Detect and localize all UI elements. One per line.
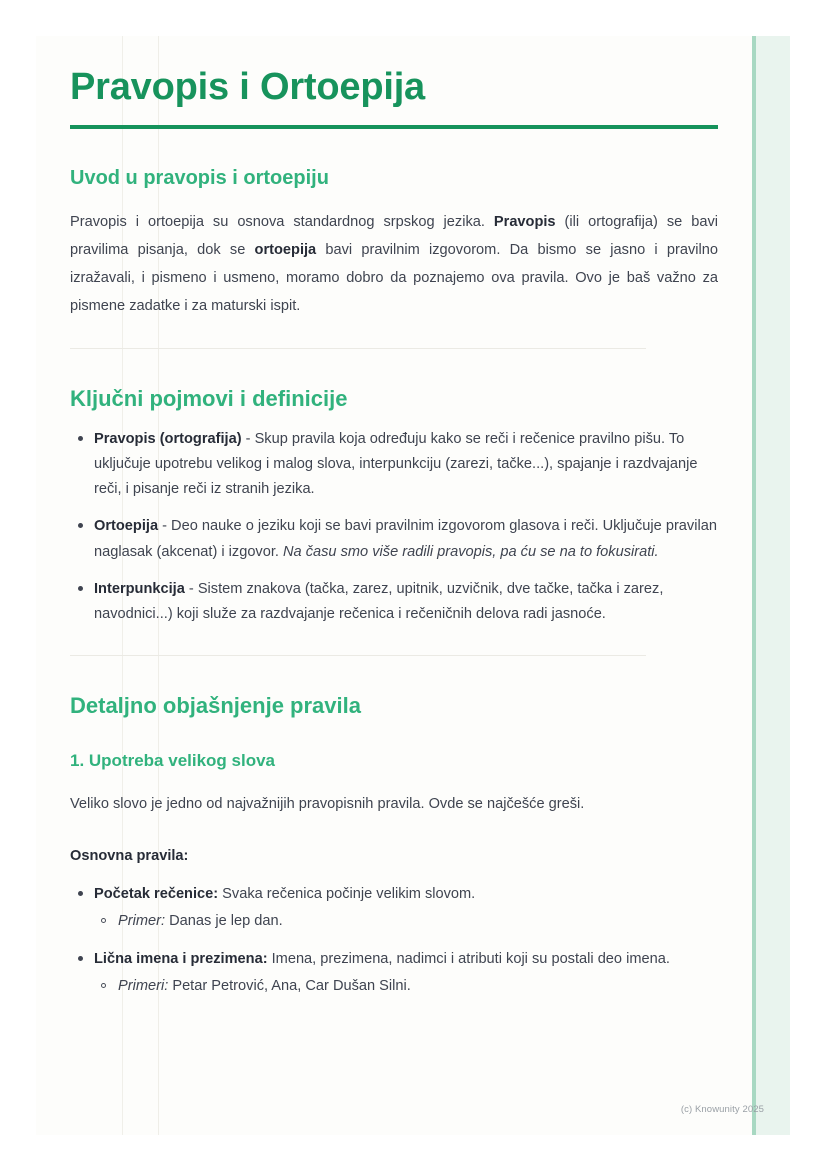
key-terms-list [70, 427, 718, 627]
example-label: Primer: [118, 913, 166, 930]
intro-bold-pravopis: Pravopis [493, 213, 556, 230]
bullet-circle-icon [101, 983, 106, 988]
bullet-dot-icon [78, 956, 83, 961]
term-name: Interpunkcija [94, 580, 185, 597]
intro-text-part-1: Pravopis i ortoepija su osnova standardnog srpskog jezika. [70, 213, 494, 230]
bullet-dot-icon [78, 891, 83, 896]
intro-text-part-2: (ili ortografija) se bavi pravilima pisanja, dok se [70, 213, 718, 258]
rule-text: Svaka rečenica počinje velikim slovom. [218, 886, 476, 903]
section-divider-1 [70, 348, 646, 349]
title-underline-rule [70, 125, 718, 129]
intro-text-part-3: bavi pravilnim izgovorom. Da bismo se jasno i pravilno izražavali, i pismeno i usmeno, moramo dobro da poznajemo ova pravila. Ovo je baš važno za pismene zadatke i za maturski ispit. [70, 241, 718, 314]
document-page [36, 36, 790, 1135]
example-label: Primeri: [118, 977, 169, 994]
list-item [70, 882, 718, 934]
list-item [94, 974, 718, 999]
example-text: Petar Petrović, Ana, Car Dušan Silni. [168, 977, 411, 994]
list-item [94, 909, 718, 934]
bullet-dot-icon [78, 436, 83, 441]
rule-term: Početak rečenice: [94, 886, 219, 903]
basic-rules-list [70, 882, 718, 998]
intro-bold-ortoepija: ortoepija [254, 241, 317, 258]
basic-rules-label: Osnovna pravila: [70, 847, 189, 864]
term-separator: - [184, 580, 198, 597]
term-definition: Skup pravila koja određuju kako se reči i rečenice pravilno pišu. To uključuje upotrebu velikog i malog slova, interpunkciju (zarezi, tačke...), spajanje i razdvajanje reči, i pisanje reči iz stranih jezika. [94, 431, 698, 498]
term-name: Ortoepija [94, 518, 159, 535]
footer-credit: (c) Knowunity 2025 [680, 1104, 764, 1115]
term-name: Pravopis (ortografija) [94, 431, 242, 448]
section-heading-uvod: Uvod u pravopis i ortoepiju [70, 166, 329, 189]
subsection-paragraph: Veliko slovo je jedno od najvažnijih pravopisnih pravila. Ovde se najčešće greši. [70, 795, 585, 812]
bullet-dot-icon [78, 523, 83, 528]
bullet-dot-icon [78, 586, 83, 591]
page-edge-band [752, 36, 790, 1135]
list-item [70, 427, 718, 502]
rule-examples-list [94, 974, 718, 999]
list-item [70, 947, 718, 999]
rule-term: Lična imena i prezimena: [94, 950, 268, 967]
document-content [70, 36, 718, 999]
page-title: Pravopis i Ortoepija [70, 66, 425, 108]
term-separator: - [158, 518, 172, 535]
term-definition: Deo nauke o jeziku koji se bavi pravilnim izgovorom glasova i reči. Uključuje pravilan naglasak (akcenat) i izgovor. [94, 518, 717, 560]
term-italic-note: Na času smo više radili pravopis, pa ću se na to fokusirati. [283, 543, 659, 560]
example-text: Danas je lep dan. [165, 913, 283, 930]
rule-examples-list [94, 909, 718, 934]
subsection-heading-veliko-slovo: 1. Upotreba velikog slova [70, 751, 276, 771]
list-item [70, 514, 718, 564]
page-edge-rule [752, 36, 756, 1135]
bullet-circle-icon [101, 918, 106, 923]
term-definition: Sistem znakova (tačka, zarez, upitnik, uzvičnik, dve tačke, tačka i zarez, navodnici...) koji služe za razdvajanje rečenica i rečeničnih delova radi jasnoće. [94, 580, 664, 622]
intro-paragraph [70, 208, 718, 320]
list-item [70, 577, 718, 627]
section-heading-detaljno-objasnjenje: Detaljno objašnjenje pravila [70, 692, 361, 718]
rule-text: Imena, prezimena, nadimci i atributi koji su postali deo imena. [267, 950, 670, 967]
section-divider-2 [70, 655, 646, 656]
section-heading-kljucni-pojmovi: Ključni pojmovi i definicije [70, 385, 348, 411]
term-separator: - [241, 431, 255, 448]
